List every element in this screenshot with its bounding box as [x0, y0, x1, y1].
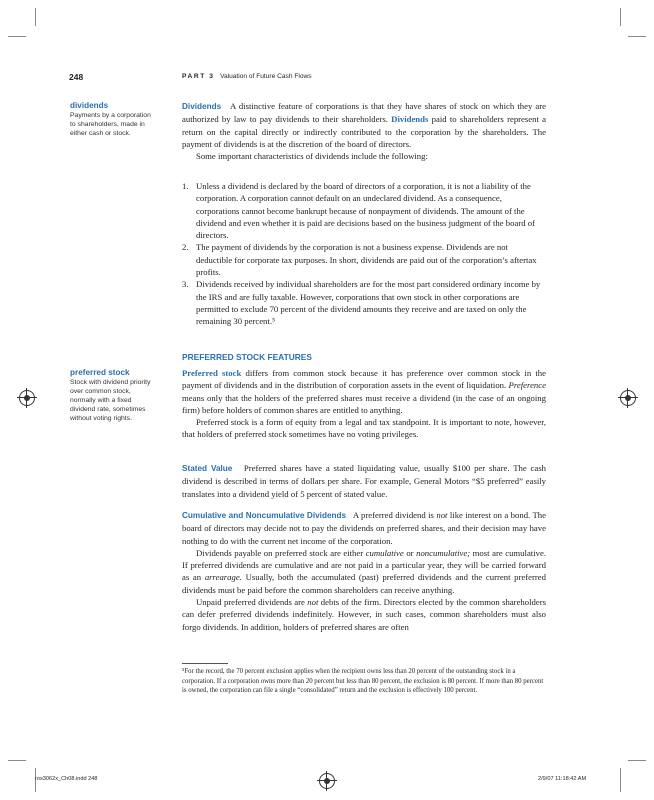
crop-mark: [620, 8, 621, 26]
text-run: debts of the firm. Directors elected by the common shareholders can defer preferred dividends indefinitely. However, in such cases, common shareholders must also forgo dividends. In addition, holders of preferred shares are often: [182, 597, 546, 632]
text-run: Unpaid preferred dividends are: [196, 597, 305, 608]
registration-mark-icon: [319, 773, 335, 789]
running-header: [182, 73, 312, 80]
list-lead: Some important characteristics of dividends include the following:: [196, 151, 428, 162]
text-run: Dividends payable on preferred stock are either: [196, 547, 364, 558]
stated-value-heading: Stated Value: [182, 464, 233, 473]
part-label: PART 3: [182, 73, 215, 80]
text-run: Preference: [508, 380, 546, 391]
text-run: like interest on a bond. The board of directors may decide not to pay the dividends on preferred shares, and their decision may have nothing to do with the current net income of the corporation.: [182, 510, 546, 546]
footnote: [182, 667, 546, 696]
cumulative-heading: Cumulative and Noncumulative Dividends: [182, 511, 347, 520]
list-number: 3.: [182, 279, 189, 290]
crop-mark: [8, 36, 26, 37]
list-number: 2.: [182, 242, 189, 253]
registration-mark-icon: [19, 390, 35, 406]
crop-mark: [35, 8, 36, 26]
crop-mark: [628, 36, 646, 37]
dividends-intro: [182, 100, 546, 162]
cumulative-dividends-text: [182, 509, 546, 633]
text-run: most are cumulative. If preferred dividends are cumulative and are not paid in a particular year, they will be carried forward as an: [182, 547, 546, 583]
margin-definition: Stock with dividend priority over common stock, normally with a fixed dividend rate, sometimes without voting rights.: [70, 379, 151, 422]
registration-mark-icon: [620, 390, 636, 406]
margin-term: preferred stock: [70, 368, 130, 377]
text-run: arrearage.: [204, 572, 242, 583]
dividends-heading: Dividends: [182, 102, 222, 111]
slug-file: ros3062x_Ch08.indd 248: [35, 776, 98, 782]
text-run: A distinctive feature of corporations is that they have shares of stock on which they are authorized by law to pay dividends to their shareholders.: [182, 101, 546, 125]
text-run: not: [436, 510, 448, 520]
paragraph: Preferred stock is a form of equity from a legal and tax standpoint. It is important to note, however, that holders of preferred stock sometimes have no voting privileges.: [182, 417, 546, 440]
footnote-mark: ⁵: [182, 668, 185, 675]
text-run: or: [406, 547, 414, 558]
text-run: Preferred shares have a stated liquidating value, usually $100 per share. The cash dividend is described in terms of dollars per share. For example, General Motors “$5 preferred” easily translates into a dividend yield of 5 percent of stated value.: [182, 463, 546, 499]
list-text: The payment of dividends by the corporation is not a business expense. Dividends are not deductible for corporate tax purposes. In short, dividends are paid out of the corporation’s aftertax profits.: [196, 242, 537, 278]
text-run: means only that the holders of the preferred shares must receive a dividend (in the case of an ongoing firm) before holders of common shares are entitled to anything.: [182, 392, 546, 415]
margin-note-preferred-stock: [70, 368, 154, 423]
list-text: Dividends received by individual shareholders are for the most part considered ordinary income by the IRS and are fully taxable. However, corporations that own stock in other corporations are permitted to exclude 70 percent of the dividend amounts they receive and are taxed on only the remaining 30 percent.⁵: [196, 279, 541, 327]
footnote-text: For the record, the 70 percent exclusion applies when the recipient owns less than 20 percent of the outstanding stock in a corporation. If a corporation owns more than 20 percent but less than 80 percent, the exclusion is 80 percent. If more than 80 percent is owned, the corporation can file a single “consolidated” return and the exclusion is effectively 100 percent.: [182, 668, 544, 695]
list-number: 1.: [182, 181, 189, 191]
crop-mark: [628, 760, 646, 761]
text-run: differs from common stock because it has preference over common stock in the payment of dividends and in the distribution of corporation assets in the event of liquidation.: [182, 368, 546, 391]
slug-datetime: 2/9/07 11:18:42 AM: [538, 776, 587, 782]
crop-mark: [8, 760, 26, 761]
margin-definition: Payments by a corporation to shareholders, made in either cash or stock.: [70, 112, 151, 137]
page-number: 248: [69, 72, 84, 82]
key-term-preferred-stock: Preferred stock: [182, 368, 242, 378]
margin-term: dividends: [70, 101, 109, 110]
section-title: PREFERRED STOCK FEATURES: [182, 352, 312, 362]
text-run: not: [307, 597, 319, 608]
crop-mark: [620, 768, 621, 792]
text-run: noncumulative;: [416, 547, 471, 558]
text-run: Usually, both the accumulated (past) preferred dividends and the current preferred dividends must be paid before the common shareholders can receive anything.: [182, 572, 547, 595]
margin-note-dividends: [70, 101, 154, 138]
text-run: cumulative: [365, 547, 404, 558]
dividend-characteristics-list: [182, 180, 546, 328]
footnote-rule: [182, 663, 228, 664]
text-run: A preferred dividend is: [352, 510, 434, 520]
text-run: paid to shareholders represent a return on the capital directly or indirectly contributed to the corporation by the shareholders. The payment of dividends is at the discretion of the board of directors.: [182, 114, 547, 149]
list-text: Unless a dividend is declared by the board of directors of a corporation, it is not a liability of the corporation. A corporation cannot default on an undeclared dividend. As a consequence, corporations cannot become bankrupt because of nonpayment of dividends. The amount of the dividend and even whether it is paid are decisions based on the business judgment of the board of directors.: [196, 181, 535, 241]
list-item: [182, 180, 546, 241]
preferred-stock-text: [182, 367, 546, 441]
key-term-dividends: Dividends: [391, 114, 429, 125]
part-title: Valuation of Future Cash Flows: [220, 73, 312, 80]
list-item: [182, 278, 546, 327]
stated-value-text: [182, 462, 546, 500]
list-item: [182, 241, 546, 278]
